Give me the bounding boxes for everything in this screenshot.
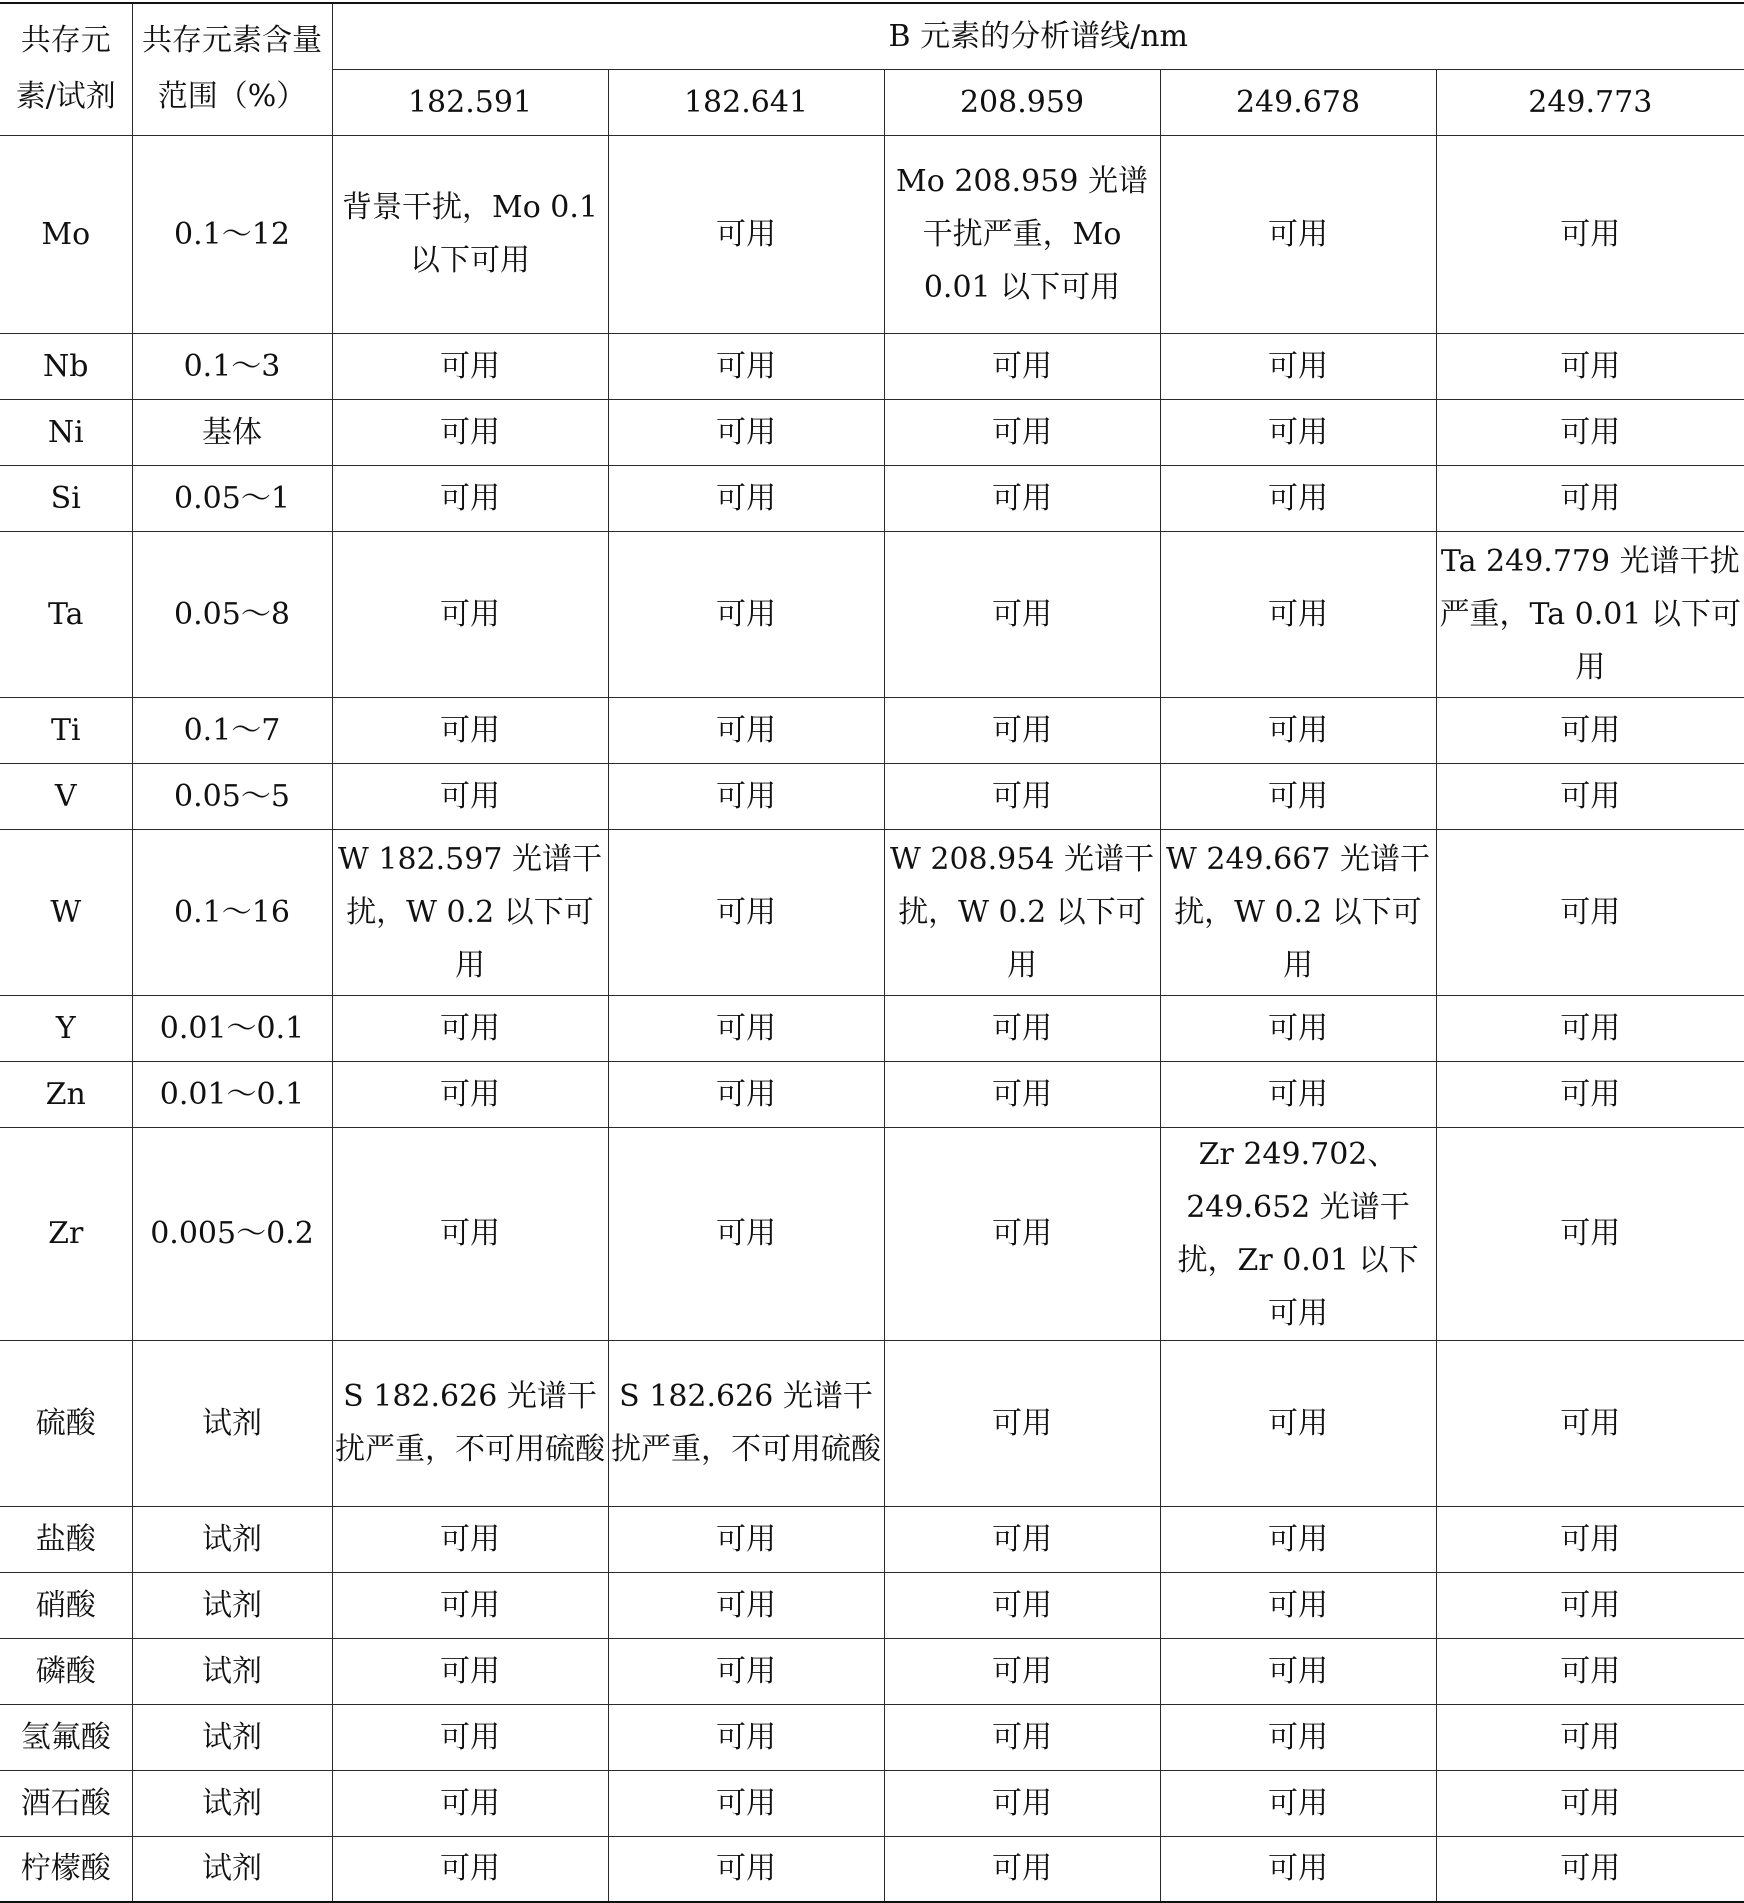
row-cell: 可用 [884,1638,1160,1704]
row-cell: 可用 [884,1704,1160,1770]
row-cell: W 182.597 光谱干扰，W 0.2 以下可用 [332,829,608,995]
row-range: 试剂 [132,1836,332,1902]
row-cell: 可用 [1160,1638,1436,1704]
row-cell: 可用 [608,1638,884,1704]
table-row [0,1340,1744,1506]
row-cell: 可用 [332,1638,608,1704]
table-row [0,1638,1744,1704]
row-range: 试剂 [132,1704,332,1770]
row-range: 0.05～1 [132,465,332,531]
row-range: 基体 [132,399,332,465]
header-wavelength-group-label: B 元素的分析谱线/nm [888,18,1189,54]
row-element: 柠檬酸 [0,1836,132,1902]
row-cell: 可用 [332,763,608,829]
row-range: 0.1～7 [132,697,332,763]
row-cell: 可用 [332,333,608,399]
row-cell: 可用 [1160,1836,1436,1902]
row-cell: 可用 [332,1704,608,1770]
row-element: Y [0,995,132,1061]
table-row [0,1704,1744,1770]
row-element: 盐酸 [0,1506,132,1572]
row-cell: 可用 [1436,1572,1744,1638]
header-wavelength-label: 249.773 [1528,84,1653,120]
row-cell: 可用 [608,399,884,465]
table-row [0,135,1744,333]
row-cell: 可用 [1436,333,1744,399]
row-element: Ti [0,697,132,763]
table-row [0,333,1744,399]
row-cell: 可用 [332,465,608,531]
row-cell: W 249.667 光谱干扰，W 0.2 以下可用 [1160,829,1436,995]
row-cell: 可用 [1160,531,1436,697]
row-range: 试剂 [132,1340,332,1506]
row-cell: 可用 [608,135,884,333]
row-element: V [0,763,132,829]
row-cell: 可用 [1436,1340,1744,1506]
row-cell: 可用 [1436,1770,1744,1836]
row-element: 硫酸 [0,1340,132,1506]
row-range: 试剂 [132,1506,332,1572]
row-range: 0.05～8 [132,531,332,697]
row-cell: 可用 [1436,1638,1744,1704]
table-row [0,1127,1744,1340]
row-cell: 可用 [884,995,1160,1061]
interference-table [0,2,1744,1903]
row-cell: 可用 [332,1770,608,1836]
row-element: Ni [0,399,132,465]
row-element: Nb [0,333,132,399]
row-range: 0.05～5 [132,763,332,829]
row-cell: 可用 [608,333,884,399]
row-cell: Ta 249.779 光谱干扰严重，Ta 0.01 以下可用 [1436,531,1744,697]
row-cell: 可用 [332,1061,608,1127]
row-cell: 可用 [608,697,884,763]
row-cell: Zr 249.702、249.652 光谱干扰，Zr 0.01 以下可用 [1160,1127,1436,1340]
table-row [0,1770,1744,1836]
header-range [132,3,332,135]
row-cell: 可用 [884,399,1160,465]
row-cell: 可用 [1160,995,1436,1061]
row-cell: 可用 [1160,1506,1436,1572]
header-wavelength [884,69,1160,135]
row-cell: 背景干扰，Mo 0.1 以下可用 [332,135,608,333]
row-cell: 可用 [332,1572,608,1638]
row-cell: 可用 [332,995,608,1061]
row-cell: 可用 [1160,399,1436,465]
row-cell: 可用 [1436,1127,1744,1340]
row-element: Zn [0,1061,132,1127]
row-cell: 可用 [884,1572,1160,1638]
row-cell: 可用 [332,1506,608,1572]
row-range: 试剂 [132,1572,332,1638]
row-cell: 可用 [1160,1572,1436,1638]
header-row-1 [0,3,1744,69]
row-element: Zr [0,1127,132,1340]
row-cell: 可用 [884,1770,1160,1836]
row-cell: 可用 [1436,1704,1744,1770]
row-cell: 可用 [1436,763,1744,829]
row-cell: 可用 [1436,829,1744,995]
table-row [0,399,1744,465]
row-range: 试剂 [132,1770,332,1836]
row-cell: 可用 [608,1770,884,1836]
row-element: Ta [0,531,132,697]
row-cell: 可用 [1160,465,1436,531]
row-cell: 可用 [608,1127,884,1340]
row-cell: 可用 [1436,1836,1744,1902]
table-row [0,1836,1744,1902]
row-range: 0.1～16 [132,829,332,995]
table-row [0,697,1744,763]
row-cell: 可用 [1160,763,1436,829]
row-cell: 可用 [608,1836,884,1902]
row-cell: 可用 [1160,1061,1436,1127]
row-cell: 可用 [884,333,1160,399]
header-wavelength-label: 208.959 [959,84,1085,120]
row-element: Si [0,465,132,531]
row-range: 0.1～12 [132,135,332,333]
header-wavelength [1160,69,1436,135]
row-cell: 可用 [1436,995,1744,1061]
table-row [0,1061,1744,1127]
row-cell: 可用 [608,829,884,995]
row-range: 0.01～0.1 [132,995,332,1061]
row-element: 氢氟酸 [0,1704,132,1770]
row-cell: 可用 [1436,1061,1744,1127]
row-cell: 可用 [1160,333,1436,399]
row-range: 0.1～3 [132,333,332,399]
row-cell: 可用 [884,697,1160,763]
row-cell: 可用 [884,465,1160,531]
row-element: 磷酸 [0,1638,132,1704]
row-element: Mo [0,135,132,333]
row-range: 0.01～0.1 [132,1061,332,1127]
table-row [0,531,1744,697]
row-cell: 可用 [884,1061,1160,1127]
row-cell: 可用 [332,531,608,697]
row-cell: 可用 [1160,697,1436,763]
row-cell: 可用 [884,1340,1160,1506]
header-wavelength-label: 182.591 [407,84,533,120]
row-cell: 可用 [1436,135,1744,333]
row-cell: 可用 [608,995,884,1061]
row-range: 试剂 [132,1638,332,1704]
row-element: 酒石酸 [0,1770,132,1836]
table-row [0,763,1744,829]
header-wavelength-label: 249.678 [1235,84,1361,120]
row-cell: 可用 [1436,399,1744,465]
row-cell: 可用 [608,763,884,829]
row-cell: 可用 [608,1572,884,1638]
table-row [0,1572,1744,1638]
table-body [0,135,1744,1902]
row-range: 0.005～0.2 [132,1127,332,1340]
row-cell: 可用 [884,531,1160,697]
row-cell: S 182.626 光谱干扰严重，不可用硫酸 [332,1340,608,1506]
header-element [0,3,132,135]
row-cell: 可用 [1160,135,1436,333]
row-cell: 可用 [332,1127,608,1340]
header-wavelength [1436,69,1744,135]
row-cell: 可用 [1436,465,1744,531]
row-cell: 可用 [884,1127,1160,1340]
table-row [0,829,1744,995]
row-element: 硝酸 [0,1572,132,1638]
row-cell: 可用 [884,1506,1160,1572]
header-wavelength-label: 182.641 [683,84,809,120]
row-cell: 可用 [1160,1770,1436,1836]
row-cell: W 208.954 光谱干扰，W 0.2 以下可用 [884,829,1160,995]
row-cell: 可用 [608,1061,884,1127]
row-cell: 可用 [1436,1506,1744,1572]
row-cell: 可用 [1436,697,1744,763]
row-cell: 可用 [608,465,884,531]
row-cell: 可用 [884,1836,1160,1902]
row-cell: 可用 [1160,1704,1436,1770]
header-wavelength [608,69,884,135]
row-cell: 可用 [608,1506,884,1572]
table-row [0,995,1744,1061]
row-cell: 可用 [1160,1340,1436,1506]
row-cell: 可用 [608,531,884,697]
header-wavelength-group [332,3,1744,69]
row-cell: 可用 [332,1836,608,1902]
row-cell: 可用 [332,697,608,763]
row-cell: 可用 [884,763,1160,829]
table-row [0,1506,1744,1572]
row-cell: 可用 [608,1704,884,1770]
row-element: W [0,829,132,995]
row-cell: S 182.626 光谱干扰严重，不可用硫酸 [608,1340,884,1506]
header-wavelength [332,69,608,135]
row-cell: Mo 208.959 光谱干扰严重，Mo 0.01 以下可用 [884,135,1160,333]
header-range-label: 共存元素含量范围（%） [142,23,322,115]
header-element-label: 共存元素/试剂 [15,23,116,115]
table-row [0,465,1744,531]
row-cell: 可用 [332,399,608,465]
